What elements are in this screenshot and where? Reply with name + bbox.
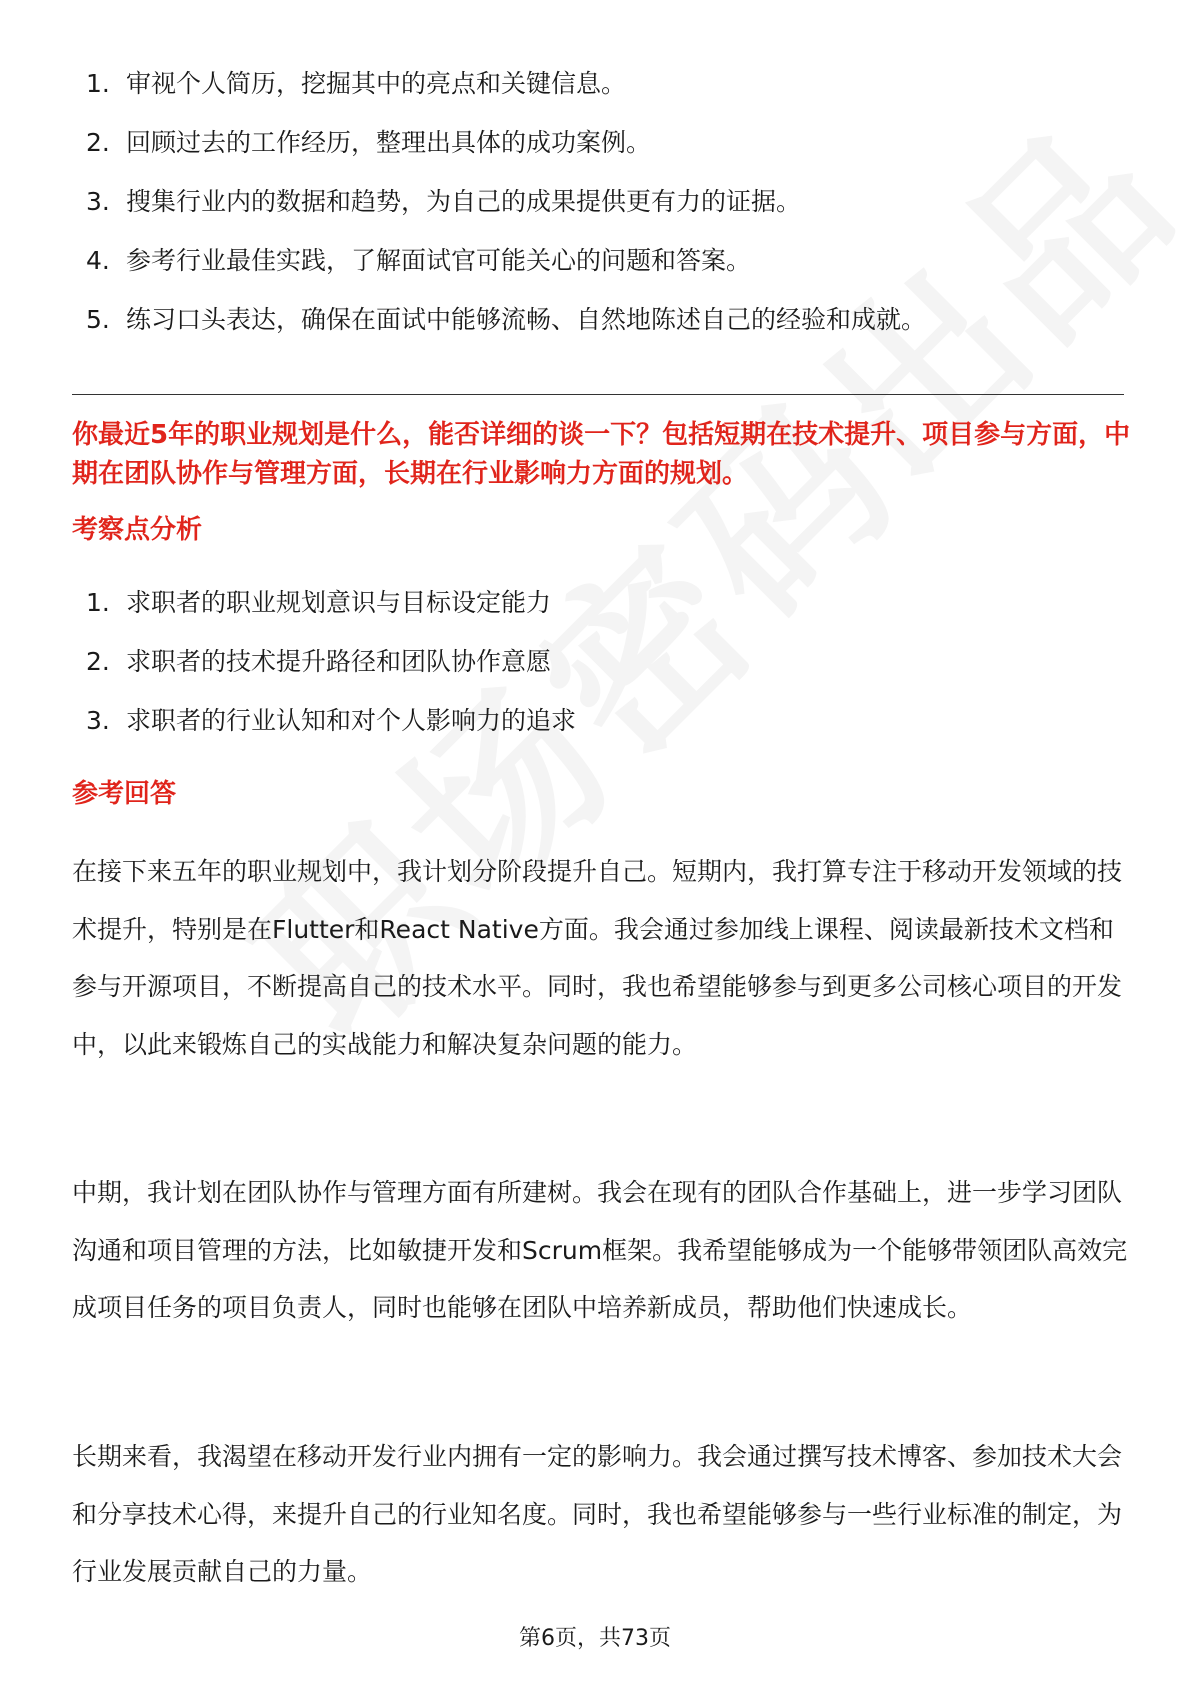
list-item [72,632,1122,691]
list-item [72,290,1122,349]
list-item [72,231,1122,290]
list-item-text: 练习口头表达，确保在面试中能够流畅、自然地陈述自己的经验和成就。 [126,305,927,334]
analysis-heading: 考察点分析 [72,515,203,545]
list-item-number: 2. [86,128,110,157]
page-number: 第6页，共73页 [519,1626,671,1651]
answer-heading: 参考回答 [72,779,177,809]
list-item-number: 1. [86,69,110,98]
list-item-text: 求职者的职业规划意识与目标设定能力 [126,588,552,617]
list-item-text: 搜集行业内的数据和趋势，为自己的成果提供更有力的证据。 [126,187,802,216]
analysis-points-list [72,573,1122,750]
list-item-text: 参考行业最佳实践，了解面试官可能关心的问题和答案。 [126,246,752,275]
list-item-number: 2. [86,647,110,676]
list-item [72,573,1122,632]
list-item [72,691,1122,750]
list-item-number: 3. [86,706,110,735]
answer-paragraph-short-term: 在接下来五年的职业规划中，我计划分阶段提升自己。短期内，我打算专注于移动开发领域的技术提升，特别是在Flutter和React Native方面。我会通过参加线上课程、阅读最新技术文档和参与开源项目，不断提高自己的技术水平。同时，我也希望能够参与到更多公司核心项目的开发中，以此来锻炼自己的实战能力和解决复杂问题的能力。 [72,857,1123,1059]
list-item-number: 3. [86,187,110,216]
list-item-text: 求职者的行业认知和对个人影响力的追求 [126,706,577,735]
list-item-number: 4. [86,246,110,275]
list-item-text: 回顾过去的工作经历，整理出具体的成功案例。 [126,128,652,157]
list-item-text: 审视个人简历，挖掘其中的亮点和关键信息。 [126,69,627,98]
list-item-number: 5. [86,305,110,334]
answer-paragraph-long-term: 长期来看，我渴望在移动开发行业内拥有一定的影响力。我会通过撰写技术博客、参加技术大会和分享技术心得，来提升自己的行业知名度。同时，我也希望能够参与一些行业标准的制定，为行业发展贡献自己的力量。 [72,1442,1123,1586]
answer-paragraph-mid-term: 中期，我计划在团队协作与管理方面有所建树。我会在现有的团队合作基础上，进一步学习团队沟通和项目管理的方法，比如敏捷开发和Scrum框架。我希望能够成为一个能够带领团队高效完成项目任务的项目负责人，同时也能够在团队中培养新成员，帮助他们快速成长。 [72,1178,1128,1322]
list-item-text: 求职者的技术提升路径和团队协作意愿 [126,647,552,676]
section-divider [72,394,1124,395]
list-item [72,172,1122,231]
interview-question: 你最近5年的职业规划是什么，能否详细的谈一下？包括短期在技术提升、项目参与方面，中期在团队协作与管理方面，长期在行业影响力方面的规划。 [72,420,1131,489]
list-item-number: 1. [86,588,110,617]
preparation-steps-list [72,54,1122,349]
list-item [72,113,1122,172]
list-item [72,54,1122,113]
